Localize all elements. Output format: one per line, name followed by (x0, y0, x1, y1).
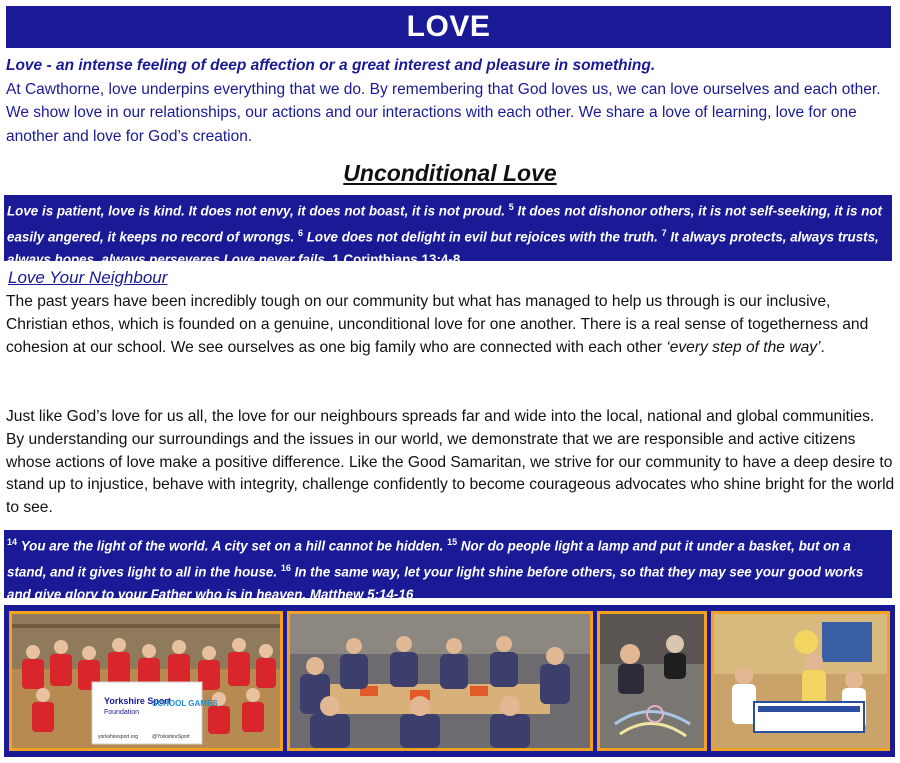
banner-games-text: SCHOOL GAMES (152, 699, 218, 708)
definition-line: Love - an intense feeling of deep affection or a great interest and pleasure in something. (6, 57, 656, 74)
photo-sports-team (9, 611, 283, 751)
banner-url-text: yorkshiresport.org (98, 734, 139, 740)
banner-handle-text: @YorkshireSport (152, 734, 190, 740)
quote-text: Love is patient, love is kind. It does not envy, it does not boast, it is not proud. (7, 203, 505, 219)
quote-reference: 1 Corinthians 13:4-8 (332, 251, 461, 267)
quote-text: It always protects, always trusts, always hopes, always perseveres Love never fails. (7, 229, 879, 267)
quote-text: Love does not delight in evil but rejoices with the truth. (306, 229, 658, 245)
paragraph-end: . (820, 338, 825, 356)
title-banner (6, 6, 891, 48)
paragraph-text: The past years have been incredibly tough on our community but what has managed to help us through is our inclusive, Christian ethos, which is founded on a genuine, unconditional love for one another. There is a real sense of togetherness and cohesion at our school. We see ourselves as one big family who are connected with each other (6, 293, 869, 356)
definition-paragraph: At Cawthorne, love underpins everything that we do. By remembering that God loves us, we can love ourselves and each other. We show love in our relationships, our actions and our interactions with each other. We share a love of learning, love for one another and love for God’s creation. (6, 80, 881, 145)
definition-block (6, 54, 894, 148)
section-heading: Love Your Neighbour (8, 268, 168, 287)
quote-text: In the same way, let your light shine before others, so that they may see your good works and give glory to your Father who is in heaven. Matthew 5:14-16 (7, 564, 864, 602)
banner-sub-text: Foundation (104, 709, 140, 716)
photo-classroom-meal (287, 611, 593, 751)
quote-text: Nor do people light a lamp and put it under a basket, but on a stand, and it gives light to all in the house. (7, 538, 851, 580)
verse-number: 16 (280, 563, 291, 574)
subheading-text: Unconditional Love (343, 160, 557, 186)
body-paragraph-2: Just like God’s love for us all, the love for our neighbours spreads far and wide into the local, national and global communities. By understanding our surroundings and the issues in our world, we demonstrate that we are responsible and active citizens whose actions of love make a positive difference. Like the Good Samaritan, we strive for our community to have a deep desire to stand up to injustice, behave with integrity, challenge confidently to become courageous advocates who shine bright for the world to see. (6, 408, 895, 517)
verse-number: 7 (661, 228, 667, 239)
scripture-quote-corinthians (4, 195, 892, 267)
verse-number: 14 (7, 537, 18, 547)
verse-number: 5 (508, 202, 514, 212)
page-title: LOVE (406, 10, 491, 43)
banner-brand-text: Yorkshire Sport (104, 696, 171, 706)
photo-strip (4, 605, 895, 757)
quote-text: It does not dishonor others, it is not self-seeking, it is not easily angered, it keeps no record of wrongs. (7, 203, 883, 245)
photo-chalk-art (597, 611, 707, 751)
quote-text: You are the light of the world. A city set on a hill cannot be hidden. (20, 538, 444, 554)
photo-cheque-presentation (711, 611, 890, 751)
verse-number: 6 (297, 228, 303, 239)
subheading (0, 160, 900, 187)
verse-number: 15 (447, 537, 458, 547)
scripture-quote-matthew (4, 530, 892, 602)
body-paragraph-1 (6, 291, 896, 359)
emphasis-text: ‘every step of the way’ (666, 338, 821, 356)
